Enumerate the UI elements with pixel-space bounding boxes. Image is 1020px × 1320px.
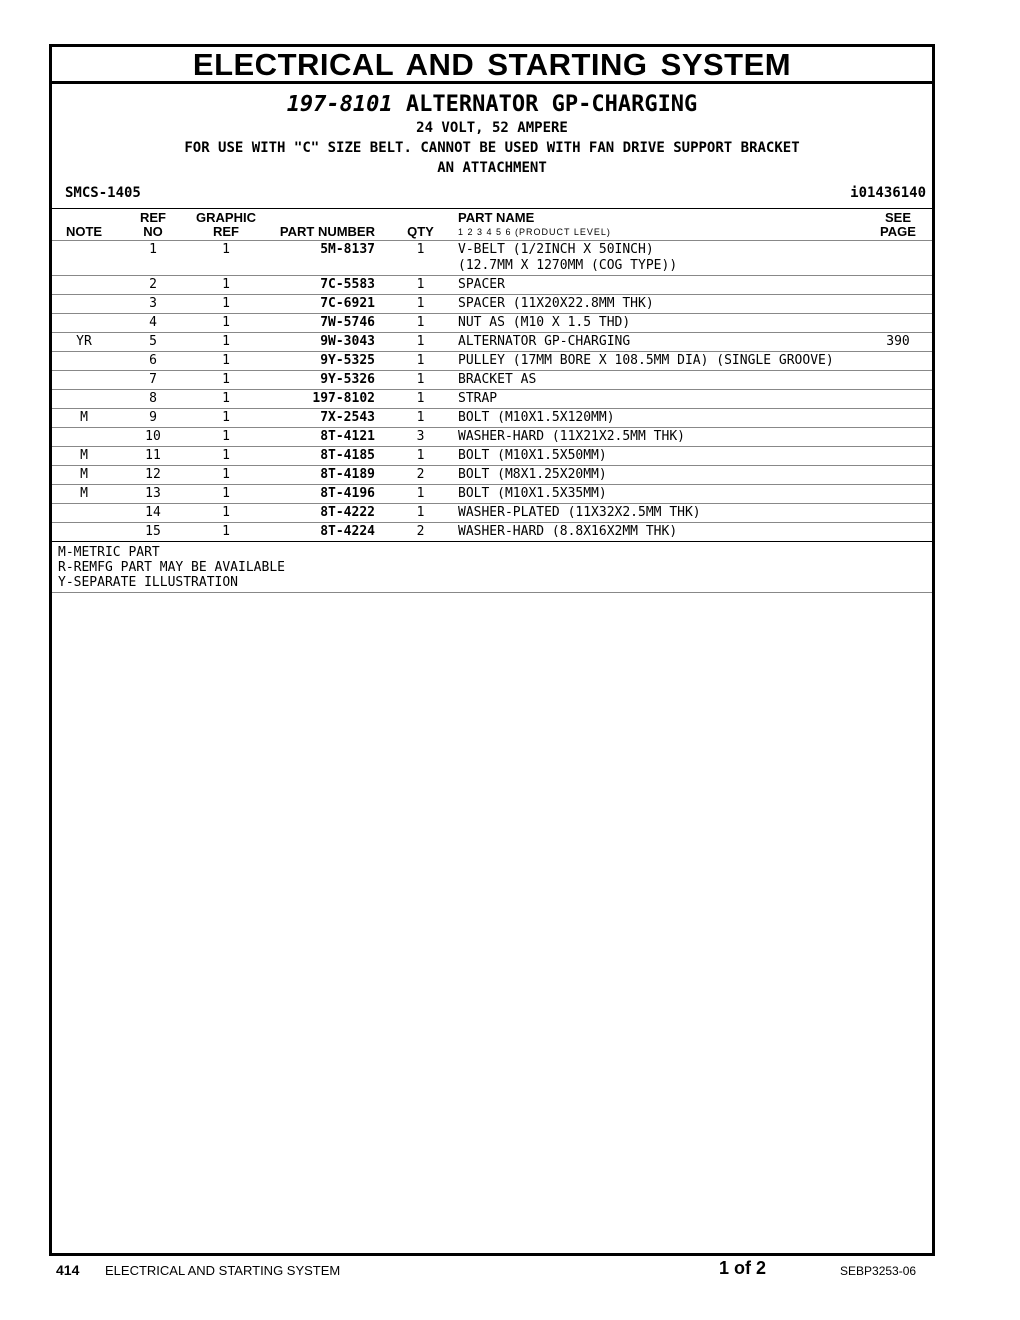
see-page-cell: 390 xyxy=(864,333,932,352)
qty-cell: 2 xyxy=(387,466,454,485)
part-number-cell: 7C-6921 xyxy=(262,295,387,314)
part-name-cell: WASHER-PLATED (11X32X2.5MM THK) xyxy=(454,504,864,523)
table-row xyxy=(52,295,932,314)
part-number-cell: 8T-4185 xyxy=(262,447,387,466)
smcs-row xyxy=(52,182,932,208)
parts-table xyxy=(52,208,932,541)
ref-no-cell: 1 xyxy=(116,241,190,276)
ref-no-cell: 13 xyxy=(116,485,190,504)
table-row xyxy=(52,333,932,352)
note-cell xyxy=(52,314,116,333)
parts-rows xyxy=(52,241,932,542)
page-of: 1 of 2 xyxy=(719,1258,767,1278)
assembly-header xyxy=(52,92,932,178)
table-row xyxy=(52,371,932,390)
qty-cell: 1 xyxy=(387,352,454,371)
qty-cell: 1 xyxy=(387,447,454,466)
part-name-cell: WASHER-HARD (11X21X2.5MM THK) xyxy=(454,428,864,447)
part-number-cell: 197-8102 xyxy=(262,390,387,409)
col-note: NOTE xyxy=(65,224,103,239)
see-page-cell xyxy=(864,390,932,409)
part-name-cell: BRACKET AS xyxy=(454,371,864,390)
ref-no-cell: 2 xyxy=(116,276,190,295)
ref-no-cell: 7 xyxy=(116,371,190,390)
graphic-ref-cell: 1 xyxy=(190,523,262,542)
col-part-name: PART NAME 1 2 3 4 5 6 (PRODUCT LEVEL) xyxy=(454,209,864,241)
note-cell xyxy=(52,504,116,523)
note-cell: M xyxy=(52,409,116,428)
assembly-attachment-note: AN ATTACHMENT xyxy=(437,160,547,176)
publication-number: SEBP3253-06 xyxy=(840,1264,917,1278)
col-see-page: SEE PAGE xyxy=(880,210,916,239)
qty-cell: 1 xyxy=(387,409,454,428)
note-cell xyxy=(52,295,116,314)
part-number-cell: 5M-8137 xyxy=(262,241,387,276)
part-name-cell: SPACER (11X20X22.8MM THK) xyxy=(454,295,864,314)
smcs-code: SMCS-1405 xyxy=(65,185,141,201)
note-cell xyxy=(52,523,116,542)
ref-no-cell: 12 xyxy=(116,466,190,485)
note-cell xyxy=(52,276,116,295)
qty-cell: 1 xyxy=(387,504,454,523)
graphic-ref-cell: 1 xyxy=(190,241,262,276)
ref-no-cell: 5 xyxy=(116,333,190,352)
part-number-cell: 8T-4196 xyxy=(262,485,387,504)
ref-no-cell: 4 xyxy=(116,314,190,333)
graphic-ref-cell: 1 xyxy=(190,390,262,409)
see-page-cell xyxy=(864,409,932,428)
part-number-cell: 7W-5746 xyxy=(262,314,387,333)
see-page-cell xyxy=(864,504,932,523)
col-graphic-ref: GRAPHIC REF xyxy=(196,210,256,239)
part-name-cell: BOLT (M10X1.5X120MM) xyxy=(454,409,864,428)
graphic-ref-cell: 1 xyxy=(190,485,262,504)
qty-cell: 1 xyxy=(387,371,454,390)
table-row xyxy=(52,409,932,428)
legend-remfg: R-REMFG PART MAY BE AVAILABLE xyxy=(58,560,285,575)
illustration-id: i01436140 xyxy=(850,185,926,201)
see-page-cell xyxy=(864,485,932,504)
graphic-ref-cell: 1 xyxy=(190,295,262,314)
see-page-cell xyxy=(864,314,932,333)
note-cell: M xyxy=(52,485,116,504)
part-name-cell: BOLT (M10X1.5X35MM) xyxy=(454,485,864,504)
col-part-number: PART NUMBER xyxy=(279,224,375,239)
ref-no-cell: 6 xyxy=(116,352,190,371)
graphic-ref-cell: 1 xyxy=(190,333,262,352)
ref-no-cell: 8 xyxy=(116,390,190,409)
table-row xyxy=(52,276,932,295)
assembly-usage-note: FOR USE WITH "C" SIZE BELT. CANNOT BE USED WITH FAN DRIVE SUPPORT BRACKET xyxy=(184,140,800,156)
section-title: ELECTRICAL AND STARTING SYSTEM xyxy=(52,47,932,84)
see-page-cell xyxy=(864,523,932,542)
qty-cell: 2 xyxy=(387,523,454,542)
note-cell: M xyxy=(52,447,116,466)
qty-cell: 1 xyxy=(387,485,454,504)
legend-separate-illustration: Y-SEPARATE ILLUSTRATION xyxy=(58,575,239,590)
qty-cell: 1 xyxy=(387,314,454,333)
note-cell xyxy=(52,428,116,447)
see-page-cell xyxy=(864,447,932,466)
table-row xyxy=(52,447,932,466)
assembly-number: 197-8101 xyxy=(286,92,393,117)
legend-notes xyxy=(52,541,932,593)
table-row xyxy=(52,428,932,447)
note-cell xyxy=(52,371,116,390)
note-cell xyxy=(52,241,116,276)
table-row xyxy=(52,241,932,276)
col-ref-no: REF NO xyxy=(140,210,166,239)
part-name-cell: BOLT (M8X1.25X20MM) xyxy=(454,466,864,485)
graphic-ref-cell: 1 xyxy=(190,276,262,295)
part-number-cell: 9Y-5326 xyxy=(262,371,387,390)
part-name-cell: NUT AS (M10 X 1.5 THD) xyxy=(454,314,864,333)
table-row xyxy=(52,523,932,542)
legend-metric: M-METRIC PART xyxy=(58,545,160,560)
part-name-cell: SPACER xyxy=(454,276,864,295)
part-number-cell: 8T-4222 xyxy=(262,504,387,523)
assembly-spec: 24 VOLT, 52 AMPERE xyxy=(416,120,568,136)
note-cell xyxy=(52,352,116,371)
part-name-cell: PULLEY (17MM BORE X 108.5MM DIA) (SINGLE GROOVE) xyxy=(454,352,864,371)
part-name-cell: ALTERNATOR GP-CHARGING xyxy=(454,333,864,352)
part-name-cell: STRAP xyxy=(454,390,864,409)
part-number-cell: 8T-4189 xyxy=(262,466,387,485)
table-header xyxy=(52,209,932,241)
see-page-cell xyxy=(864,428,932,447)
part-number-cell: 7X-2543 xyxy=(262,409,387,428)
graphic-ref-cell: 1 xyxy=(190,428,262,447)
table-row xyxy=(52,314,932,333)
see-page-cell xyxy=(864,371,932,390)
graphic-ref-cell: 1 xyxy=(190,352,262,371)
see-page-cell xyxy=(864,295,932,314)
ref-no-cell: 14 xyxy=(116,504,190,523)
ref-no-cell: 15 xyxy=(116,523,190,542)
qty-cell: 1 xyxy=(387,295,454,314)
table-row xyxy=(52,466,932,485)
graphic-ref-cell: 1 xyxy=(190,466,262,485)
qty-cell: 1 xyxy=(387,390,454,409)
part-number-cell: 7C-5583 xyxy=(262,276,387,295)
part-number-cell: 9W-3043 xyxy=(262,333,387,352)
graphic-ref-cell: 1 xyxy=(190,409,262,428)
graphic-ref-cell: 1 xyxy=(190,447,262,466)
part-number-cell: 8T-4121 xyxy=(262,428,387,447)
see-page-cell xyxy=(864,352,932,371)
note-cell: M xyxy=(52,466,116,485)
col-qty: QTY xyxy=(407,224,434,239)
part-number-cell: 8T-4224 xyxy=(262,523,387,542)
table-row xyxy=(52,485,932,504)
part-name-cell: V-BELT (1/2INCH X 50INCH) (12.7MM X 1270MM (COG TYPE)) xyxy=(454,241,864,276)
ref-no-cell: 10 xyxy=(116,428,190,447)
note-cell xyxy=(52,390,116,409)
page-footer xyxy=(56,1258,936,1282)
graphic-ref-cell: 1 xyxy=(190,314,262,333)
table-row xyxy=(52,504,932,523)
see-page-cell xyxy=(864,466,932,485)
see-page-cell xyxy=(864,241,932,276)
assembly-name: ALTERNATOR GP-CHARGING xyxy=(405,92,698,117)
footer-section: ELECTRICAL AND STARTING SYSTEM xyxy=(105,1263,341,1278)
ref-no-cell: 11 xyxy=(116,447,190,466)
table-row xyxy=(52,390,932,409)
product-levels: 1 2 3 4 5 6 (PRODUCT LEVEL) xyxy=(458,227,611,237)
page-number: 414 xyxy=(56,1262,80,1278)
ref-no-cell: 9 xyxy=(116,409,190,428)
qty-cell: 1 xyxy=(387,333,454,352)
qty-cell: 1 xyxy=(387,276,454,295)
qty-cell: 3 xyxy=(387,428,454,447)
see-page-cell xyxy=(864,276,932,295)
ref-no-cell: 3 xyxy=(116,295,190,314)
graphic-ref-cell: 1 xyxy=(190,371,262,390)
graphic-ref-cell: 1 xyxy=(190,504,262,523)
page-frame xyxy=(49,44,935,1256)
note-cell: YR xyxy=(52,333,116,352)
qty-cell: 1 xyxy=(387,241,454,276)
part-name-cell: WASHER-HARD (8.8X16X2MM THK) xyxy=(454,523,864,542)
table-row xyxy=(52,352,932,371)
part-name-cell: BOLT (M10X1.5X50MM) xyxy=(454,447,864,466)
part-number-cell: 9Y-5325 xyxy=(262,352,387,371)
